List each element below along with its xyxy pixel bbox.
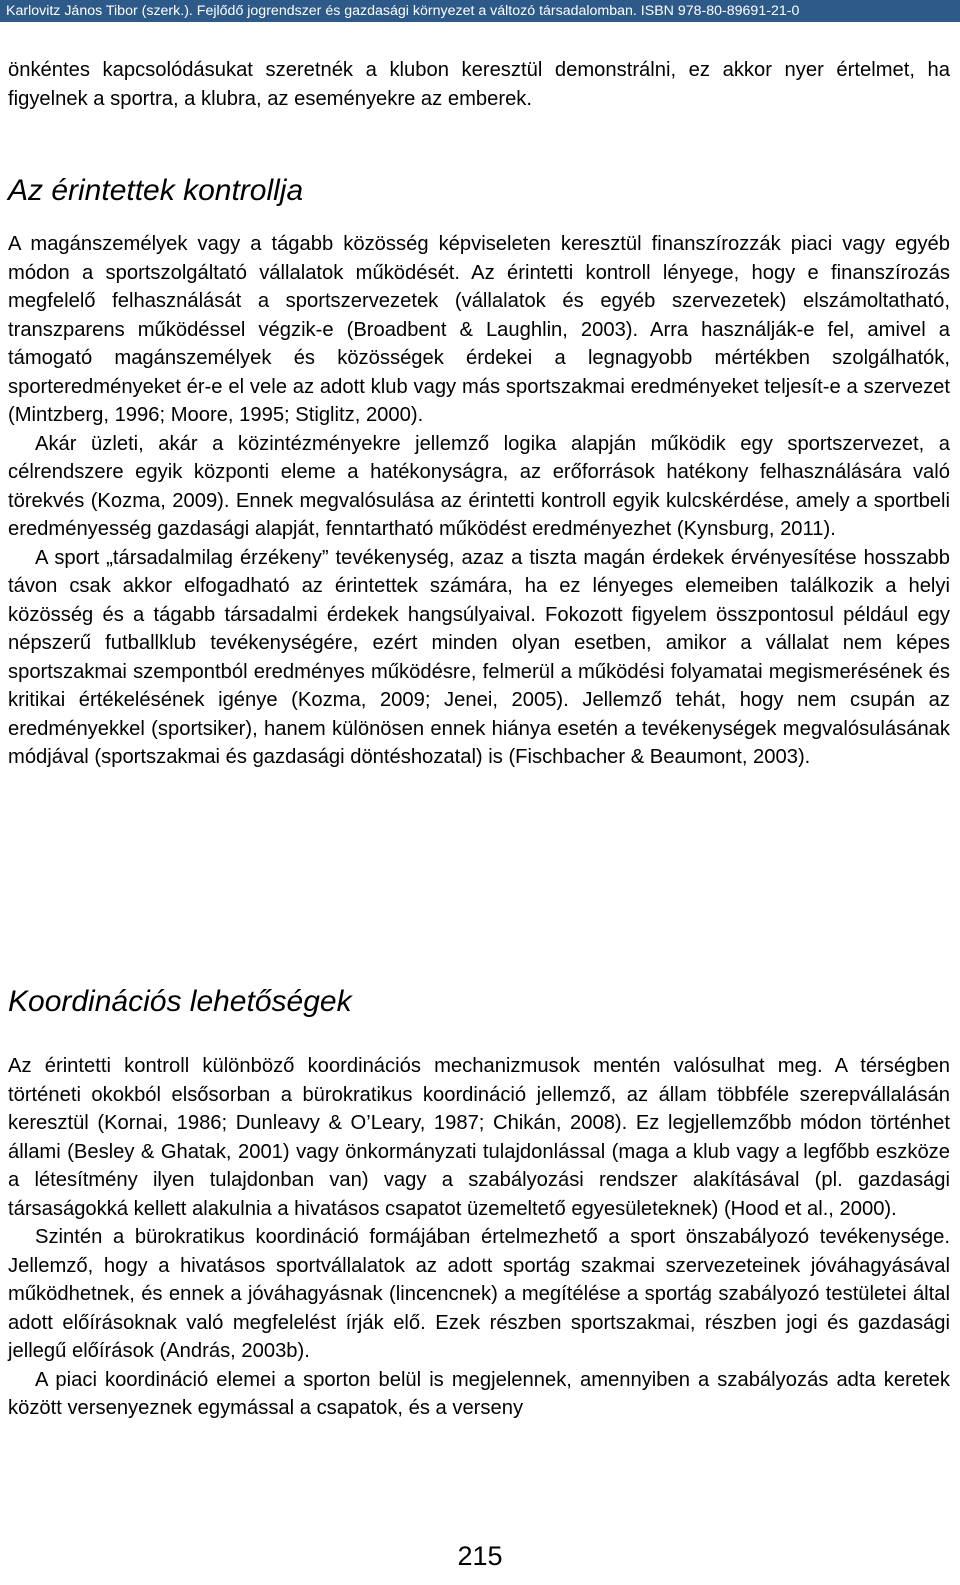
intro-block [8, 56, 950, 113]
body-paragraph: A magánszemélyek vagy a tágabb közösség képviseleten keresztül finanszírozzák piaci vagy egyéb módon a sportszolgáltató vállalatok működését. Az érintetti kontroll lényege, hogy e finanszírozás megfelelő felhasználását a sportszervezetek (vállalatok és egyéb szervezetek) elszámoltatható, transzparens működéssel végzik-e (Broadbent & Laughlin, 2003). Arra használják-e fel, amivel a támogató magánszemélyek és közösségek érdekei a legnagyobb mértékben szolgálhatók, sporteredményeket ér-e el vele az adott klub vagy más sportszakmai eredményeket teljesít-e a szervezet (Mintzberg, 1996; Moore, 1995; Stiglitz, 2000). [8, 233, 950, 426]
body-paragraph: Szintén a bürokratikus koordináció formájában értelmezhető a sport önszabályozó tevékenysége. Jellemző, hogy a hivatásos sportvállalatok az adott sportág szakmai szervezeteinek jóváhagyásával működhetnek, és ennek a jóváhagyásnak (lincencnek) a megítélése a sportág szabályozó testületei által adott előírásoknak való megfelelést írják elő. Ezek részben sportszakmai, részben jogi és gazdasági jellegű előírások (András, 2003b). [8, 1226, 950, 1362]
body-paragraph: A piaci koordináció elemei a sporton belül is megjelennek, amennyiben a szabályozás adta keretek között versenyeznek egymással a csapatok, és a verseny [8, 1368, 950, 1419]
body-paragraph: A sport „társadalmilag érzékeny” tevékenység, azaz a tiszta magán érdekek érvényesítése hosszabb távon csak akkor elfogadható az érintettek számára, ha ez lényeges elemeiben találkozik a helyi közösség és a tágabb társadalmi érdekek hangsúlyaival. Fokozott figyelem összpontosul például egy népszerű futballklub tevékenységére, ezért minden olyan esetben, amikor a vállalat nem képes sportszakmai szempontból eredményes működésre, felmerül a működési folyamatai megismerésének és kritikai értékelésének igénye (Kozma, 2009; Jenei, 2005). Jellemző tehát, hogy nem csupán az eredményekkel (sportsiker), hanem különösen ennek hiánya esetén a tevékenységek megvalósulásának módjával (sportszakmai és gazdasági döntéshozatal) is (Fischbacher & Beaumont, 2003). [8, 546, 950, 768]
body-paragraph: Akár üzleti, akár a közintézményekre jellemző logika alapján működik egy sportszervezet, a célrendszere egyik központi eleme a hatékonyságra, az erőforrások hatékony felhasználására való törekvés (Kozma, 2009). Ennek megvalósulása az érintetti kontroll egyik kulcskérdése, amely a sportbeli eredményesség gazdasági alapját, fenntartható működést eredményezhet (Kynsburg, 2011). [8, 432, 950, 540]
section2-body [8, 1052, 950, 1423]
running-header-citation: Karlovitz János Tibor (szerk.). Fejlődő jogrendszer és gazdasági környezet a változó társadalomban. ISBN 978-80-89691-21-0 [0, 0, 960, 22]
page-number: 215 [457, 1541, 503, 1571]
section-heading-stakeholder-control: Az érintettek kontrollja [8, 174, 304, 207]
section1-body [8, 230, 950, 772]
section-heading-coordination: Koordinációs lehetőségek [8, 985, 352, 1018]
body-paragraph: önkéntes kapcsolódásukat szeretnék a klubon keresztül demonstrálni, ez akkor nyer értelmet, ha figyelnek a sportra, a klubra, az eseményekre az emberek. [8, 59, 950, 110]
body-paragraph: Az érintetti kontroll különböző koordinációs mechanizmusok mentén valósulhat meg. A térségben történeti okokból elsősorban a bürokratikus koordináció jellemző, az állam többféle szerepvállalásán keresztül (Kornai, 1986; Dunleavy & O’Leary, 1987; Chikán, 2008). Ez legjellemzőbb módon történhet állami (Besley & Ghatak, 2001) vagy önkormányzati tulajdonlással (maga a klub vagy a legfőbb eszköze a létesítmény ilyen tulajdonban van) vagy a szabályozási rendszer alakításával (pl. gazdasági társaságokká kellett alakulnia a hivatásos csapatot üzemeltető egyesületeknek) (Hood et al., 2000). [8, 1055, 950, 1220]
